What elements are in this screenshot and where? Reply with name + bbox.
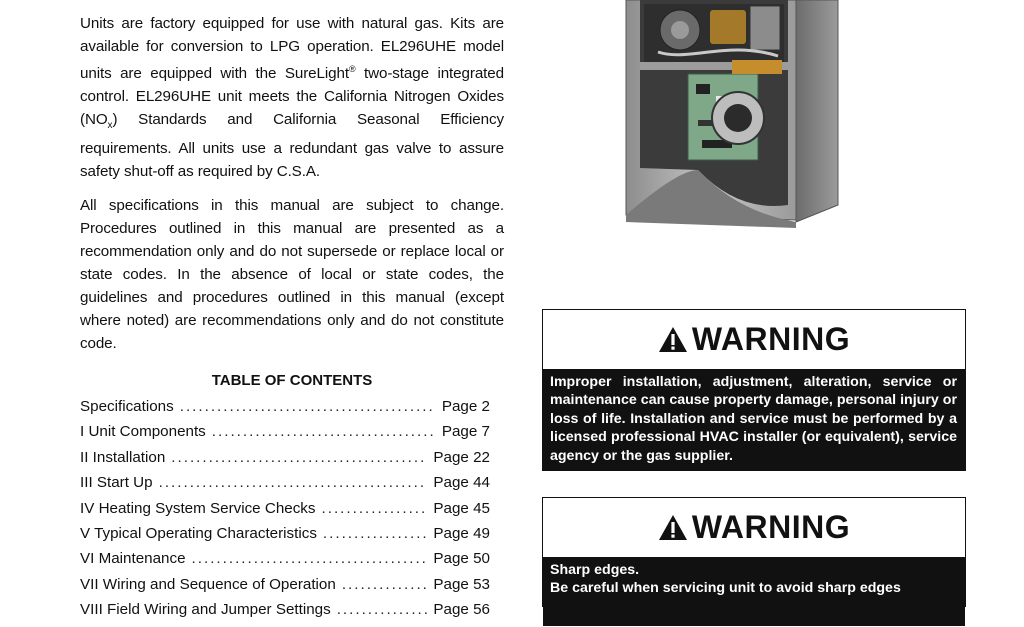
toc-label: VI Maintenance [80,550,186,568]
table-of-contents [80,398,504,627]
toc-label: I Unit Components [80,423,206,441]
toc-page: Page 22 [433,448,490,466]
toc-row[interactable] [80,449,490,474]
warning-box-1 [542,309,966,471]
warning-triangle-icon [658,514,688,541]
toc-page: Page 45 [433,499,490,517]
toc-row[interactable] [80,474,490,499]
toc-row[interactable] [80,550,490,575]
toc-page: Page 2 [441,398,490,416]
toc-row[interactable] [80,525,490,550]
toc-row[interactable] [80,500,490,525]
warning-body: Improper installation, adjustment, alteration, service or maintenance can cause property damage, personal injury or loss of life. Installation and service must be performed by a licensed professional HVAC installer (or equivalent), service agency or the gas supplier. [543,369,965,470]
intro-paragraph-2: All specifications in this manual are subject to change. Procedures outlined in this manual are presented as a recommendation only and do not supersede or replace local or state codes. In the absence of local or state codes, the guidelines and procedures outlined in this manual (except where noted) are recommendations only and do not constitute code. [80,197,504,353]
toc-label: VIII Field Wiring and Jumper Settings [80,601,331,619]
warning-title: WARNING [691,509,851,545]
toc-page: Page 7 [441,423,490,441]
toc-label: III Start Up [80,474,153,492]
toc-title: TABLE OF CONTENTS [211,372,373,390]
toc-page: Page 49 [433,525,490,543]
warning-triangle-icon [658,326,688,353]
intro-paragraph-1: Units are factory equipped for use with natural gas. Kits are available for conversion to LPG operation. EL296UHE model units are equipped with the SureLight® two-stage integrated control. EL296UHE unit meets the California Nitrogen Oxides $(NO_x)$ Standards and California Seasonal Efficiency requirements. All units use a redundant gas valve to assure safety shut-off as required by C.S.A. [80,15,504,181]
warning-line: Sharp edges. [550,562,640,578]
left-column [80,12,504,627]
toc-row[interactable] [80,576,490,601]
toc-page: Page 53 [433,575,490,593]
warning-line: Be careful when servicing unit to avoid sharp edges [550,580,901,597]
toc-label: V Typical Operating Characteristics [80,525,317,543]
warning-body [543,557,965,626]
warning-header [543,498,965,557]
toc-label: IV Heating System Service Checks [80,499,316,517]
toc-row[interactable] [80,601,490,626]
warning-header [543,310,965,369]
toc-label: II Installation [80,448,166,466]
toc-page: Page 50 [433,550,490,568]
toc-page: Page 56 [433,601,490,619]
toc-label: Specifications [80,398,174,416]
toc-row[interactable] [80,398,490,423]
toc-page: Page 44 [433,474,490,492]
toc-row[interactable] [80,423,490,448]
toc-label: VII Wiring and Sequence of Operation [80,575,336,593]
warning-box-2 [542,497,966,607]
furnace-illustration [618,0,850,250]
warning-title: WARNING [691,321,851,357]
